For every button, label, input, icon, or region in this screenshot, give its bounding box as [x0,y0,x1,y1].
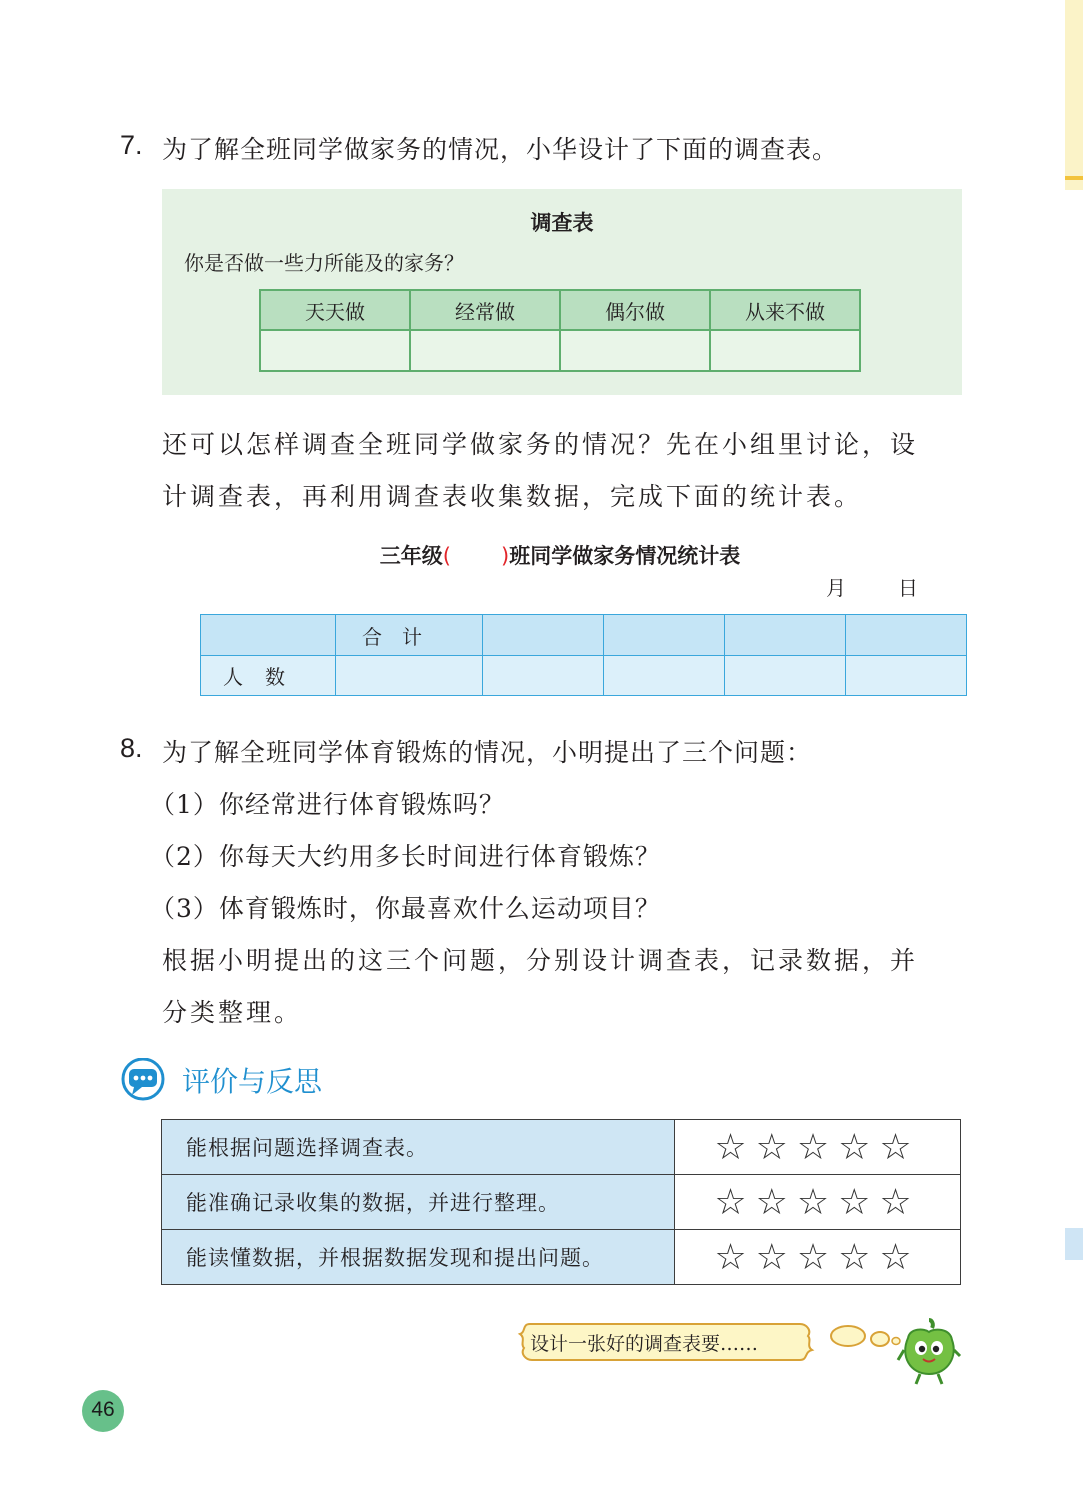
survey-title: 调查表 [530,211,594,235]
q8-task-line1: 根据小明提出的这三个问题，分别设计调查表，记录数据，并 [162,946,919,975]
q8-item-2: （2）你每天大约用多长时间进行体育锻炼？ [150,842,661,871]
stats-people-label: 人数 [201,656,336,696]
survey-blank-cell[interactable] [260,330,410,371]
star-rating[interactable]: ☆☆☆☆☆ [675,1120,961,1175]
survey-blank-cell[interactable] [410,330,560,371]
stats-blank-cell[interactable] [604,615,725,656]
eval-table [161,1119,961,1285]
q7-text: 为了解全班同学做家务的情况，小华设计了下面的调查表。 [162,135,839,164]
speech-bubble-icon [120,1058,166,1102]
survey-blank-cell[interactable] [710,330,860,371]
bubble-text: 设计一张好的调查表要…… [530,1333,759,1355]
stats-blank-cell[interactable] [483,615,604,656]
q8-text: 为了解全班同学体育锻炼的情况，小明提出了三个问题： [162,738,813,767]
survey-table [259,289,861,372]
stats-blank-cell[interactable] [846,615,967,656]
q7-number: 7. [120,130,143,160]
eval-row [162,1175,961,1230]
survey-question: 你是否做一些力所能及的家务？ [184,251,464,275]
q8-task-line2: 分类整理。 [162,998,303,1027]
survey-option: 经常做 [410,290,560,330]
stats-title-suffix: 班同学做家务情况统计表 [509,544,741,568]
day-label: 日 [898,576,918,600]
edge-tab [1065,0,1083,190]
paren-open: ( [442,544,451,568]
survey-option: 从来不做 [710,290,860,330]
stats-blank-cell[interactable] [336,656,483,696]
side-tab [1065,1228,1083,1260]
eval-criterion: 能读懂数据，并根据数据发现和提出问题。 [162,1230,675,1285]
star-rating[interactable]: ☆☆☆☆☆ [675,1175,961,1230]
q8-item-1: （1）你经常进行体育锻炼吗？ [150,790,505,819]
survey-box [162,189,962,395]
date-line [826,572,918,601]
star-rating[interactable]: ☆☆☆☆☆ [675,1230,961,1285]
survey-option: 偶尔做 [560,290,710,330]
page-number: 46 [91,1398,115,1421]
stats-corner-cell [201,615,336,656]
q8-number: 8. [120,733,143,763]
stats-total-header: 合计 [336,615,483,656]
stats-title [200,540,920,570]
q7-followup-line1: 还可以怎样调查全班同学做家务的情况？先在小组里讨论，设 [162,430,919,459]
eval-criterion: 能准确记录收集的数据，并进行整理。 [162,1175,675,1230]
eval-row [162,1230,961,1285]
stats-blank-cell[interactable] [846,656,967,696]
stats-blank-cell[interactable] [483,656,604,696]
q8-item-3: （3）体育锻炼时，你最喜欢什么运动项目？ [150,894,661,923]
paren-close: ) [501,544,510,568]
eval-heading: 评价与反思 [182,1065,323,1098]
eval-row [162,1120,961,1175]
green-pepper-mascot-icon [896,1316,962,1386]
stats-blank-cell[interactable] [725,615,846,656]
eval-criterion: 能根据问题选择调查表。 [162,1120,675,1175]
survey-blank-cell[interactable] [560,330,710,371]
stats-table [200,614,967,696]
survey-option: 天天做 [260,290,410,330]
stats-title-prefix: 三年级 [379,544,443,568]
month-label: 月 [826,576,846,600]
stats-blank-cell[interactable] [604,656,725,696]
edge-tab-mark [1065,176,1083,180]
q7-followup-line2: 计调查表，再利用调查表收集数据，完成下面的统计表。 [162,482,863,511]
stats-blank-cell[interactable] [725,656,846,696]
thought-dots-icon [828,1323,903,1353]
